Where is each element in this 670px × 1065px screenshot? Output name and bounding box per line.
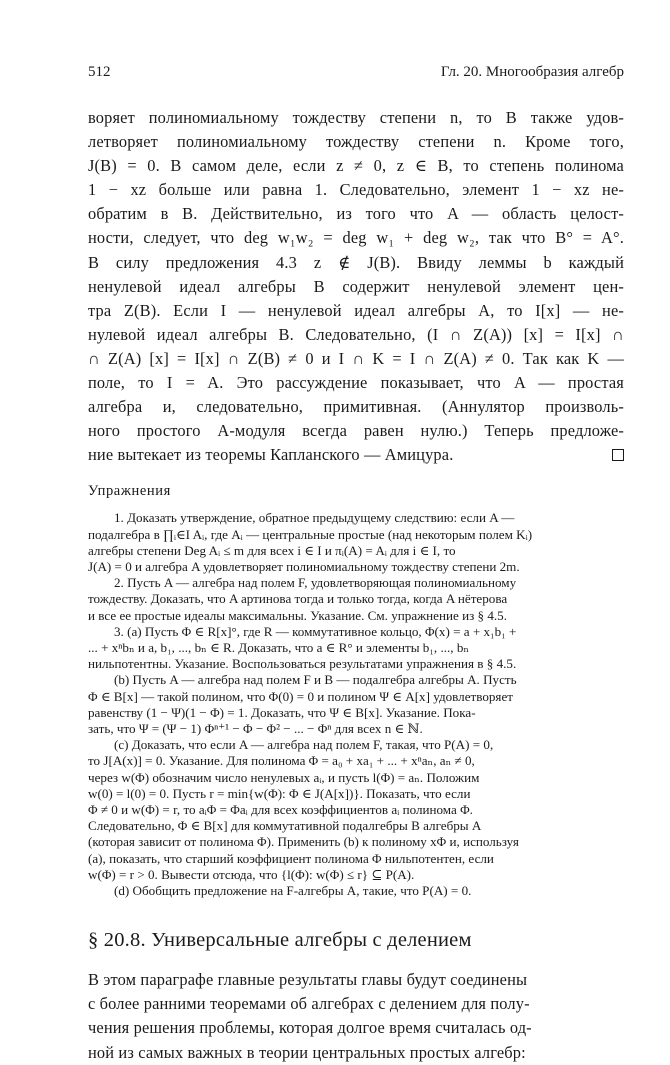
text-line-final: [88, 443, 624, 467]
text-line: чения решения проблемы, которая долгое время считалась од-: [88, 1018, 532, 1038]
text-line: с более ранними теоремами об алгебрах с делением для полу-: [88, 994, 530, 1014]
exercise-line: Φ ∈ B[x] — такой полином, что Φ(0) = 0 и полином Ψ ∈ A[x] удовлетворяет: [88, 688, 513, 704]
exercise-line: тождеству. Доказать, что A артинова тогда и только тогда, когда A нётерова: [88, 591, 508, 607]
text-line: ности, следует, что deg w₁w₂ = deg w₁ + deg w₂, так что B° = A°.: [88, 228, 624, 248]
qed-square-icon: [612, 449, 624, 461]
exercise-line: алгебры степени Deg Aᵢ ≤ m для всех i ∈ I и πᵢ(A) = Aᵢ для i ∈ I, то: [88, 542, 456, 558]
exercise-line: w(Φ) = r > 0. Вывести отсюда, что {l(Φ): w(Φ) ≤ r} ⊆ P(A).: [88, 866, 415, 882]
exercise-line: 1. Доказать утверждение, обратное предыдущему следствию: если A —: [114, 510, 515, 526]
exercise-line: ... + xⁿbₙ и a, b₁, ..., bₙ ∈ R. Доказать, что a ∈ R° и элементы b₁, ..., bₙ: [88, 640, 470, 656]
running-head: [88, 64, 624, 88]
text-line: воряет полиномиальному тождеству степени n, то B также удов-: [88, 108, 624, 127]
text-line: J(B) = 0. В самом деле, если z ≠ 0, z ∈ B, то степень полинома: [88, 156, 624, 176]
exercise-line: и все ее простые идеалы максимальны. Указание. См. упражнение из § 4.5.: [88, 607, 508, 623]
exercise-line: зать, что Ψ = (Ψ − 1) Φⁿ⁺¹ − Φ − Φ² − ... − Φⁿ для всех n ∈ ℕ.: [88, 721, 423, 737]
text-line: 1 − xz больше или равна 1. Следовательно, элемент 1 − xz не-: [88, 180, 624, 200]
text-line: ние вытекает из теоремы Капланского — Амицура.: [88, 445, 454, 465]
text-line: В силу предложения 4.3 z ∉ J(B). Ввиду леммы b каждый: [88, 252, 624, 272]
exercise-line: (c) Доказать, что если A — алгебра над полем F, такая, что P(A) = 0,: [114, 737, 494, 753]
exercise-line: (d) Обобщить предложение на F-алгебры A, такие, что P(A) = 0.: [114, 883, 472, 899]
exercise-line: (b) Пусть A — алгебра над полем F и B — подалгебра алгебры A. Пусть: [114, 672, 517, 688]
exercises-heading: Упражнения: [88, 483, 171, 500]
exercise-line: Следовательно, Φ ∈ B[x] для коммутативной подалгебры B алгебры A: [88, 818, 482, 834]
text-line: нулевой идеал алгебры B. Следовательно, (I ∩ Z(A)) [x] = I[x] ∩: [88, 324, 624, 344]
exercises-list: [88, 510, 624, 899]
text-line: ∩ Z(A) [x] = I[x] ∩ Z(B) ≠ 0 и I ∩ K = I ∩ Z(A) ≠ 0. Так как K —: [88, 348, 624, 368]
exercise-line: подалгебра в ∏ᵢ∈I Aᵢ, где Aᵢ — центральные простые (над некоторым полем Kᵢ): [88, 526, 533, 542]
text-line: В этом параграфе главные результаты главы будут соединены: [88, 970, 528, 990]
exercise-line: (a), показать, что старший коэффициент полинома Φ нильпотентен, если: [88, 850, 494, 866]
text-line: тра Z(B). Если I — ненулевой идеал алгебры A, то I[x] — не-: [88, 300, 624, 320]
proof-paragraph: [88, 106, 624, 467]
exercise-line: J(A) = 0 и алгебра A удовлетворяет полиномиальному тождеству степени 2m.: [88, 559, 520, 575]
text-line: ной из самых важных в теории центральных простых алгебр:: [88, 1042, 526, 1062]
text-line: поле, то I = A. Это рассуждение показывает, что A — простая: [88, 373, 624, 393]
book-page: [88, 64, 624, 1065]
page-number: 512: [88, 64, 111, 80]
exercise-line: w(0) = l(0) = 0. Пусть r = min{w(Φ): Φ ∈ J(A[x])}. Показать, что если: [88, 785, 471, 801]
text-line: алгебра и, следовательно, примитивная. (Аннулятор произволь-: [88, 397, 624, 417]
text-line: ненулевой идеал алгебры B содержит ненулевой элемент цен-: [88, 276, 624, 296]
exercise-line: равенству (1 − Ψ)(1 − Φ) = 1. Доказать, что Ψ ∈ B[x]. Указание. Пока-: [88, 704, 476, 720]
text-line: ного простого A-модуля всегда равен нулю.) Теперь предложе-: [88, 421, 624, 441]
exercise-line: то J[A(x)] = 0. Указание. Для полинома Φ = a₀ + xa₁ + ... + xⁿaₙ, aₙ ≠ 0,: [88, 753, 475, 769]
exercise-line: (которая зависит от полинома Φ). Применить (b) к полиному xΦ и, используя: [88, 834, 519, 850]
section-title: § 20.8. Универсальные алгебры с делением: [88, 929, 472, 952]
exercise-line: Φ ≠ 0 и w(Φ) = r, то aᵢΦ = Φaᵢ для всех коэффициентов aᵢ полинома Φ.: [88, 802, 473, 818]
text-line: обратим в B. Действительно, из того что A — область целост-: [88, 204, 624, 224]
exercise-line: через w(Φ) обозначим число ненулевых aᵢ, и пусть l(Φ) = aₙ. Положим: [88, 769, 480, 785]
section-intro: [88, 968, 624, 1064]
exercise-line: нильпотентны. Указание. Воспользоваться результатами упражнения в § 4.5.: [88, 656, 517, 672]
text-line: летворяет полиномиальному тождеству степени n. Кроме того,: [88, 132, 624, 152]
exercise-line: 3. (a) Пусть Φ ∈ R[x]°, где R — коммутативное кольцо, Φ(x) = a + x₁b₁ +: [114, 623, 517, 639]
exercise-line: 2. Пусть A — алгебра над полем F, удовлетворяющая полиномиальному: [114, 575, 517, 591]
chapter-title: Гл. 20. Многообразия алгебр: [440, 64, 624, 80]
